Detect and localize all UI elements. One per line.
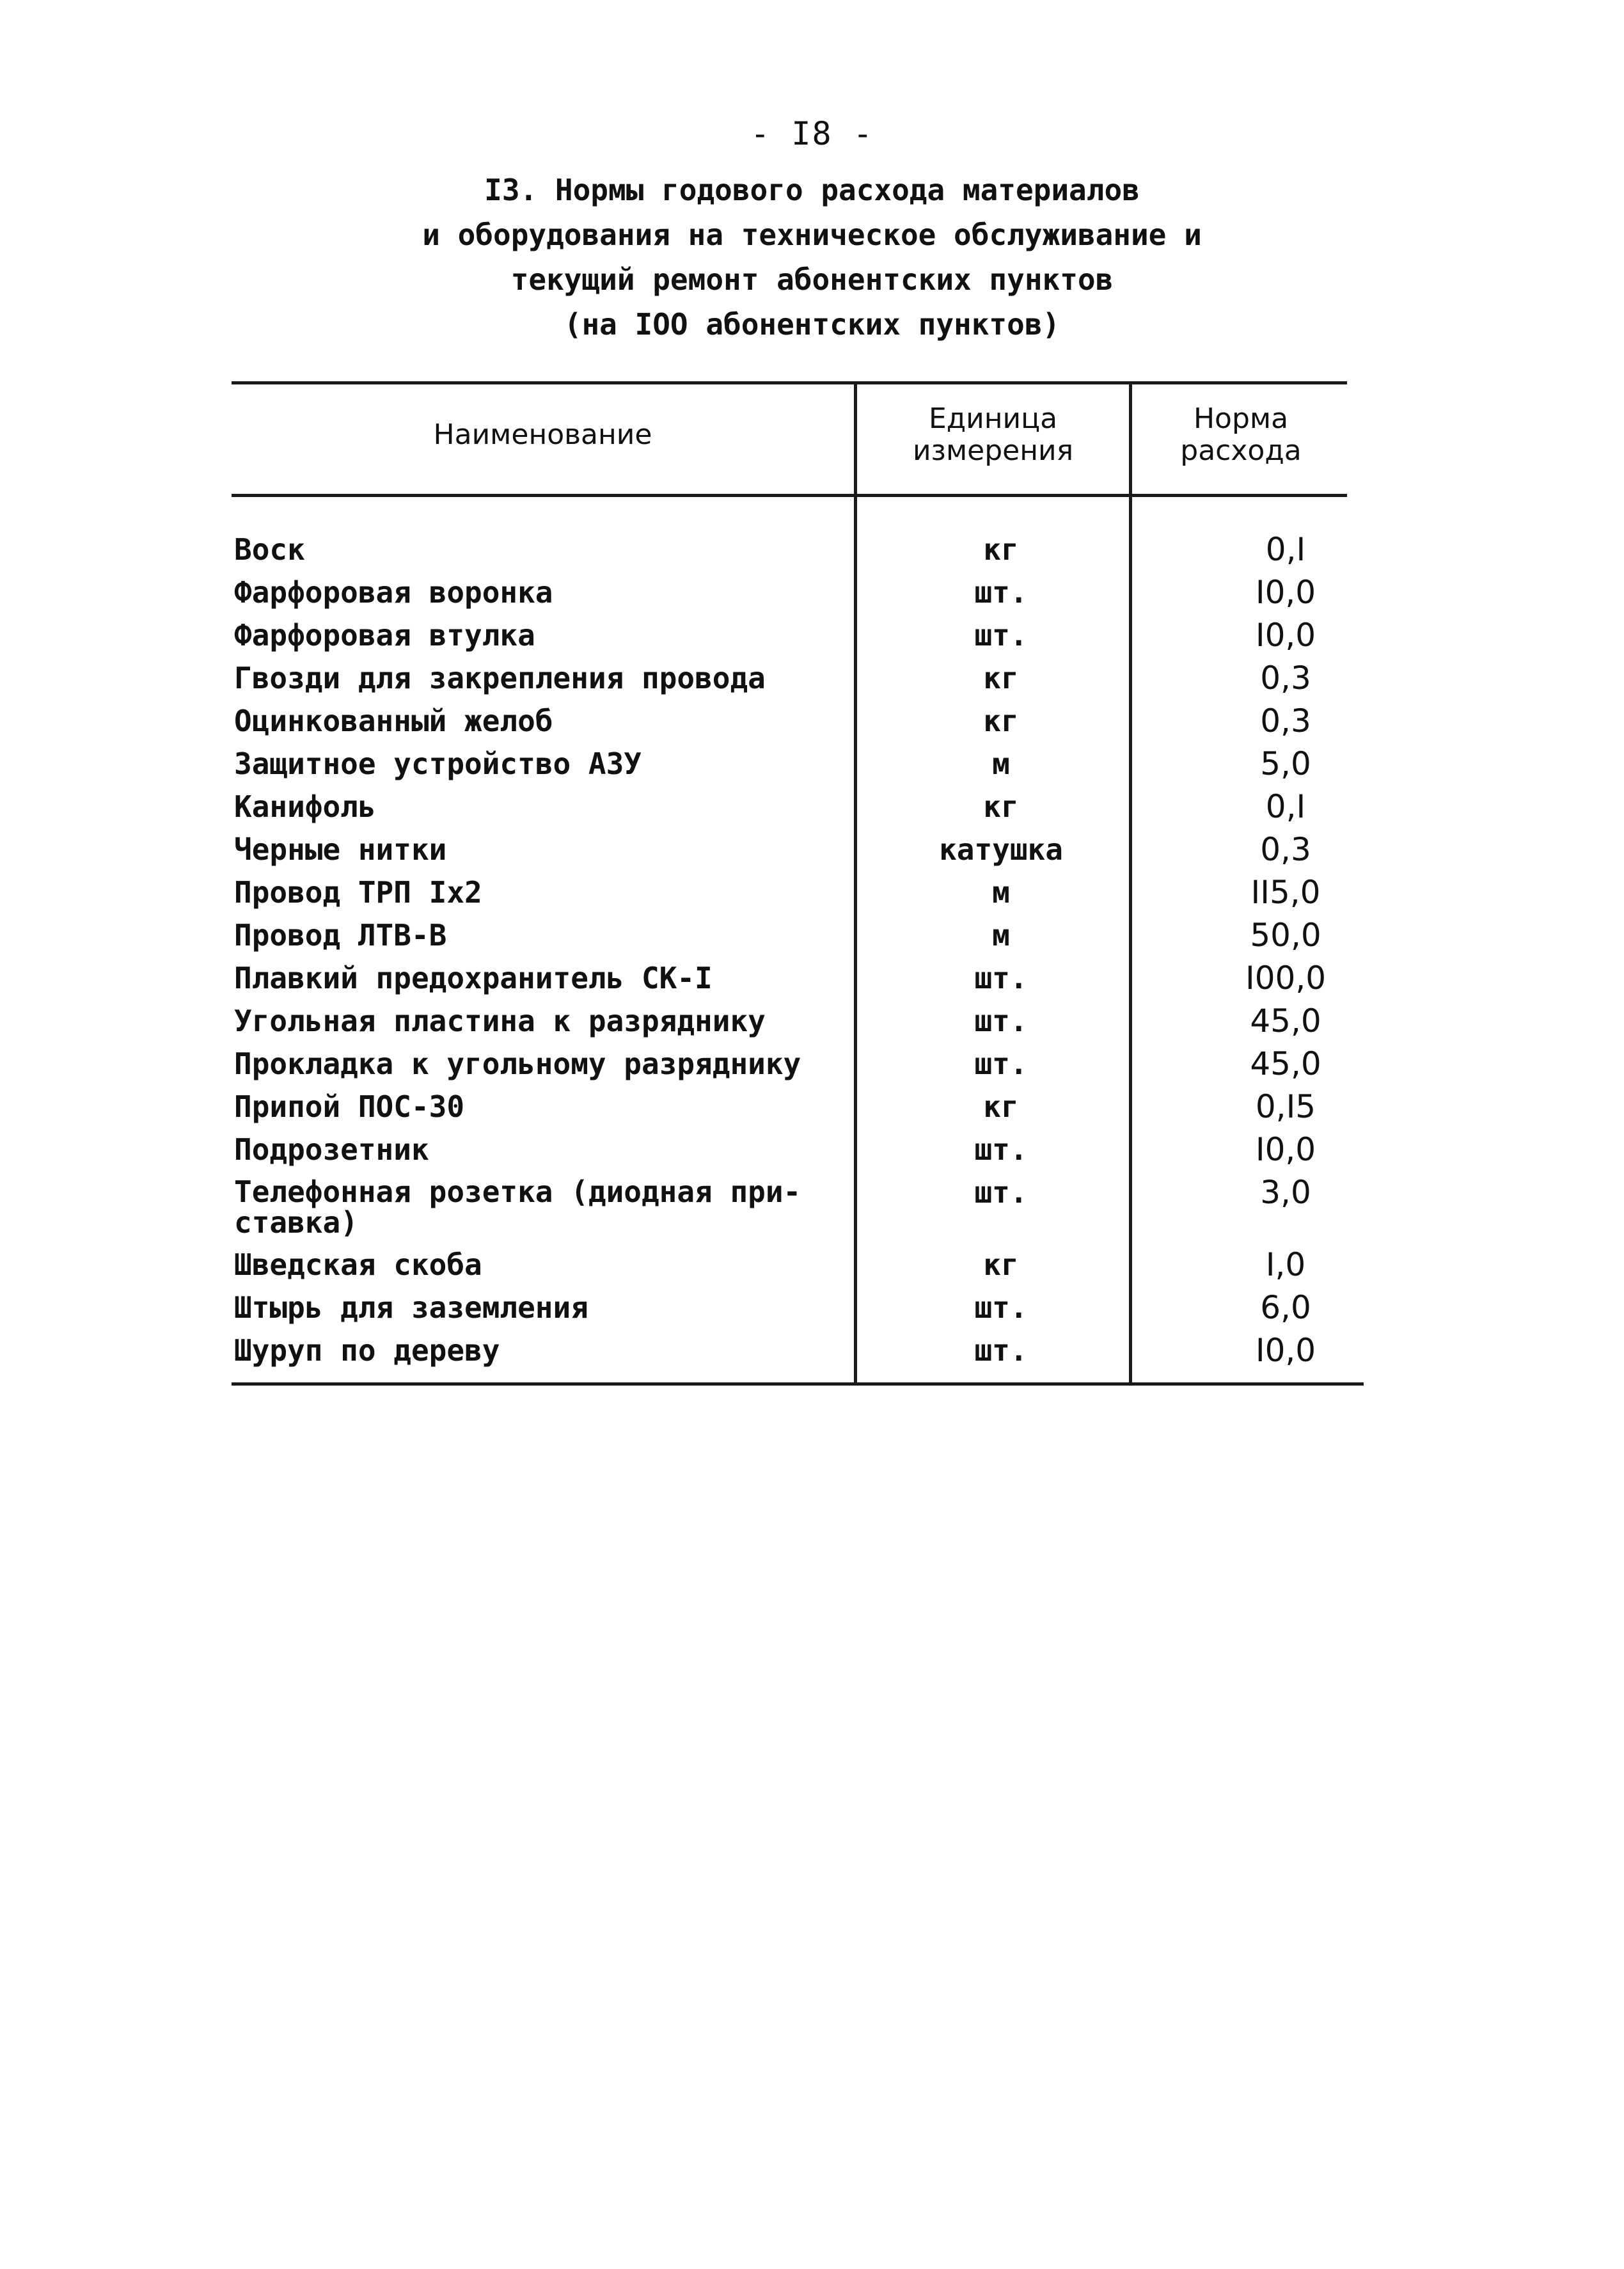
table-row: [0, 1086, 1624, 1128]
table-bottom-rule: [232, 1382, 1364, 1386]
cell-norm: II5,0: [1250, 874, 1321, 911]
table-row: [0, 571, 1624, 613]
title-line: текущий ремонт абонентских пунктов: [510, 262, 1114, 297]
cell-norm: I0,0: [1255, 617, 1316, 654]
cell-unit: кг: [983, 1247, 1019, 1282]
cell-norm: I00,0: [1245, 960, 1327, 997]
cell-norm: 0,I: [1265, 788, 1306, 825]
table-row: [0, 743, 1624, 785]
table-row: [0, 1128, 1624, 1171]
table-row: [0, 828, 1624, 871]
header-norm: Норма расхода: [1180, 402, 1302, 467]
cell-name: Фарфоровая втулка: [234, 618, 535, 652]
cell-norm: 0,I5: [1255, 1088, 1316, 1125]
cell-name: Подрозетник: [234, 1132, 429, 1167]
cell-name: Плавкий предохранитель СК-I: [234, 961, 713, 995]
cell-norm: 45,0: [1250, 1002, 1321, 1040]
cell-name: Прокладка к угольному разряднику: [234, 1047, 801, 1081]
table-row: [0, 1244, 1624, 1286]
cell-name: Шуруп по дереву: [234, 1333, 500, 1368]
table-row: [0, 1043, 1624, 1085]
cell-name: Угольная пластина к разряднику: [234, 1004, 766, 1038]
header-name: Наименование: [433, 418, 652, 451]
cell-unit: шт.: [974, 961, 1028, 995]
cell-unit: шт.: [974, 1047, 1028, 1081]
cell-unit: шт.: [974, 1290, 1028, 1325]
table-row: [0, 1000, 1624, 1042]
title-line: и оборудования на техническое обслуживание и: [422, 217, 1202, 252]
cell-unit: шт.: [974, 1004, 1028, 1038]
cell-unit: кг: [983, 789, 1019, 824]
cell-norm: I,0: [1265, 1246, 1306, 1283]
cell-norm: 0,3: [1260, 702, 1311, 739]
page-number: - I8 -: [750, 115, 874, 152]
cell-unit: катушка: [939, 832, 1063, 867]
cell-name: Телефонная розетка (диодная при-ставка): [234, 1174, 801, 1240]
table-title: [0, 168, 1624, 347]
cell-norm: I0,0: [1255, 1332, 1316, 1369]
cell-unit: кг: [983, 532, 1019, 567]
table-row: [0, 528, 1624, 571]
cell-norm: 0,I: [1265, 531, 1306, 568]
title-line: I3. Нормы годового расхода материалов: [484, 173, 1140, 207]
cell-unit: м: [992, 875, 1010, 910]
cell-unit: шт.: [974, 1333, 1028, 1368]
cell-name: Фарфоровая воронка: [234, 575, 553, 610]
cell-norm: 3,0: [1260, 1174, 1311, 1211]
cell-name: Черные нитки: [234, 832, 447, 867]
cell-name: Шведская скоба: [234, 1247, 482, 1282]
cell-norm: 45,0: [1250, 1045, 1321, 1082]
cell-unit: шт.: [974, 1175, 1028, 1210]
cell-norm: 6,0: [1260, 1289, 1311, 1326]
table-row: [0, 1171, 1624, 1243]
cell-norm: I0,0: [1255, 574, 1316, 611]
table-top-rule: [232, 381, 1347, 384]
cell-name: Гвозди для закрепления провода: [234, 661, 766, 695]
table-row: [0, 614, 1624, 656]
cell-norm: 50,0: [1250, 917, 1321, 954]
cell-unit: шт.: [974, 575, 1028, 610]
table-row: [0, 1329, 1624, 1372]
cell-unit: кг: [983, 1089, 1019, 1124]
cell-unit: шт.: [974, 1132, 1028, 1167]
cell-norm: 0,3: [1260, 831, 1311, 868]
cell-unit: м: [992, 918, 1010, 953]
table-row: [0, 700, 1624, 742]
cell-name: Провод ТРП Iх2: [234, 875, 482, 910]
table-row: [0, 1286, 1624, 1329]
table-row: [0, 957, 1624, 999]
header-bottom-rule: [232, 494, 1347, 497]
table-row: [0, 871, 1624, 913]
cell-unit: шт.: [974, 618, 1028, 652]
cell-name: Защитное устройство АЗУ: [234, 747, 642, 781]
cell-name: Припой ПОС-30: [234, 1089, 465, 1124]
cell-norm: 0,3: [1260, 660, 1311, 697]
cell-norm: I0,0: [1255, 1131, 1316, 1168]
cell-name: Оцинкованный желоб: [234, 704, 553, 738]
table-row: [0, 786, 1624, 828]
title-line: (на IOO абонентских пунктов): [564, 307, 1060, 342]
cell-name: Воск: [234, 532, 305, 567]
table-row: [0, 914, 1624, 956]
header-unit: Единица измерения: [912, 402, 1074, 467]
table-row: [0, 657, 1624, 699]
cell-unit: кг: [983, 704, 1019, 738]
cell-name: Канифоль: [234, 789, 376, 824]
cell-norm: 5,0: [1260, 745, 1311, 782]
cell-unit: м: [992, 747, 1010, 781]
cell-name: Штырь для заземления: [234, 1290, 588, 1325]
cell-name: Провод ЛТВ-В: [234, 918, 447, 953]
cell-unit: кг: [983, 661, 1019, 695]
